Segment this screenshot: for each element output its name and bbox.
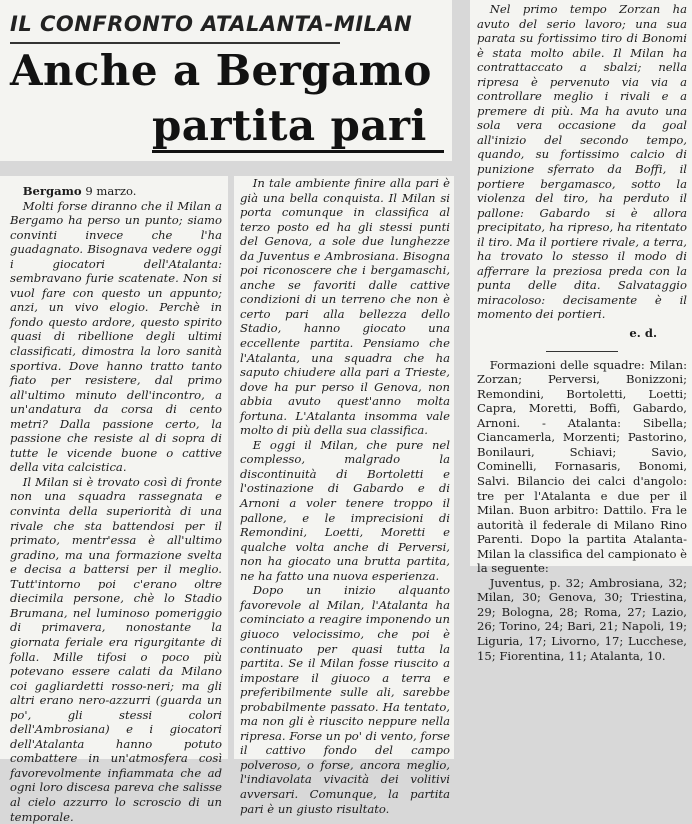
lineup-section: [477, 358, 687, 663]
article-paragraph: Il Milan si è trovato così di fronte non una squadra rassegnata e convinta della superiorità di una rivale che sta battendosi per il primato, mentr'essa è all'ultimo gradino, ma una formazione svelta e decisa a battersi per il meglio. Tutt'intorno poi c'erano oltre diecimila persone, chè lo Stadio Brumana, nel luminoso pomeriggio di primavera, nonostante la giornata feriale era rigurgitante di folla. Mille tifosi o poco più potevano essere calati da Milano coi gagliardetti rosso-neri; ma gli altri erano nero-azzurri (guarda un po', gli stessi colori dell'Ambrosiana) e i giocatori dell'Atalanta hanno potuto combattere in un'atmosfera così favorevolmente infiammata che ad ogni loro discesa pareva che salisse al cielo azzurro lo scroscio di un temporale.: [10, 474, 222, 824]
article-paragraph: Nel primo tempo Zorzan ha avuto del serio lavoro; una sua parata su fortissimo tiro di Bonomi è stata molto abile. Il Milan ha contrattaccato a sbalzi; nella ripresa è pervenuto via via a controllare meglio i rivali e a premere di più. Ma ha avuto una sola vera occasione da goal all'inizio del secondo tempo, quando, su fortissimo calcio di punizione sferrato da Boffi, il portiere bergamasco, sotto la violenza del tiro, ha perduto il pallone: Gabardo si è allora precipitato, ha ripreso, ha ritentato il tiro. Ma il portiere rivale, a terra, ha trovato lo stesso il modo di afferrare la preziosa preda con la punta delle dita. Salvataggio miracoloso: decisamente è il momento dei portieri.: [477, 2, 687, 322]
dateline-date: 9 marzo.: [81, 184, 137, 198]
dateline-place: Bergamo: [22, 184, 82, 198]
article-paragraph: E oggi il Milan, che pure nel complesso, malgrado la discontinuità di Bortoletti e l'ostinazione di Gabardo e di Arnoni a voler tenere troppo il pallone, e le imprecisioni di Remondini, Loetti, Moretti e qualche volta anche di Perversi, non ha giocato una brutta partita, ne ha fatto una nuova esperienza.: [240, 437, 450, 583]
article-paragraph: [10, 184, 222, 199]
headline-rule: [152, 150, 444, 153]
standings-paragraph: Juventus, p. 32; Ambrosiana, 32; Milan, 30; Genova, 30; Triestina, 29; Bologna, 28; Roma, 27; Lazio, 26; Torino, 24; Bari, 21; Napoli, 19; Liguria, 17; Livorno, 17; Lucchese, 15; Fiorentina, 11; Atalanta, 10.: [477, 575, 687, 663]
author-signature: e. d.: [629, 326, 657, 341]
headline-line-2: partita pari: [152, 101, 427, 150]
headline-block: [0, 0, 452, 161]
article-paragraph: Dopo un inizio alquanto favorevole al Milan, l'Atalanta ha cominciato a reagire imponendo un giuoco velocissimo, che poi è continuato per quasi tutta la partita. Se il Milan fosse riuscito a impostare il giuoco a terra e preferibilmente sulle ali, sarebbe probabilmente passato. Ha tentato, ma non gli è riuscito neppure nella ripresa. Forse un po' di vento, forse il cattivo fondo del campo polveroso, o forse, ancora meglio, l'indiavolata vivacità dei volitivi avversari. Comunque, la partita pari è un giusto risultato.: [240, 583, 450, 816]
section-divider: [546, 351, 618, 352]
article-column-1: [0, 176, 228, 824]
lineup-paragraph: Formazioni delle squadre: Milan: Zorzan; Perversi, Bonizzoni; Remondini, Bortoletti, Loetti; Capra, Moretti, Boffi, Gabardo, Arnoni. - Atalanta: Sibella; Ciancamerla, Morzenti; Pastorino, Bonilauri, Schiavi; Savio, Cominelli, Fornasaris, Bonomi, Salvi. Bilancio dei calci d'angolo: tre per l'Atalanta e due per il Milan. Buon arbitro: Dattilo. Fra le autorità il federale di Milano Rino Parenti. Dopo la partita Atalanta-Milan la classifica del campionato è la seguente:: [477, 357, 687, 576]
kicker-rule: [10, 42, 340, 44]
headline-line-1: Anche a Bergamo: [10, 46, 432, 95]
article-paragraph: In tale ambiente finire alla pari è già una bella conquista. Il Milan si porta comunque in classifica al terzo posto ed ha gli stessi punti del Genova, a sole due lunghezze da Juventus e Ambrosiana. Bisogna poi riconoscere che i bergamaschi, anche se favoriti dalle cattive condizioni di un terreno che non è certo pari alla bellezza dello Stadio, hanno giocato una eccellente partita. Pensiamo che l'Atalanta, una squadra che ha saputo chiudere alla pari a Trieste, dove ha pur perso il Genova, non abbia avuto quest'anno molta fortuna. L'Atalanta insomma vale molto di più della sua classifica.: [240, 176, 450, 438]
article-column-2: [234, 176, 454, 816]
article-paragraph: Molti forse diranno che il Milan a Bergamo ha perso un punto; siamo convinti invece che l'ha guadagnato. Bisognava vedere oggi i giocatori dell'Atalanta: sembravano furie scatenate. Non si vuol fare con questo un appunto; anzi, un vivo elogio. Perchè in fondo questo ardore, questo spirito quasi di ribellione degli ultimi classificati, dimostra la loro sanità sportiva. Dove hanno tratto tanto fiato per resistere, dal primo all'ultimo minuto dell'incontro, a un'andatura da corsa di cento metri? Dalla passione certo, la passione che resiste al di sopra di tutte le vicende buone o cattive della vita calcistica.: [10, 198, 222, 475]
article-column-3: [470, 0, 692, 663]
kicker: IL CONFRONTO ATALANTA-MILAN: [10, 12, 413, 36]
